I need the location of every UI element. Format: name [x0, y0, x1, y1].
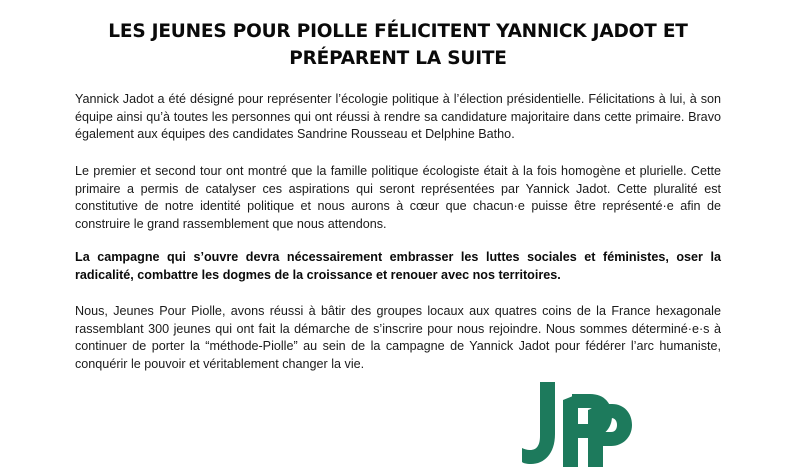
- jpp-logo: [522, 376, 632, 467]
- page-title: LES JEUNES POUR PIOLLE FÉLICITENT YANNICK JADOT ET PRÉPARENT LA SUITE: [108, 21, 688, 69]
- jpp-logo-mark: [522, 382, 632, 467]
- paragraph-campaign-emphasis: La campagne qui s’ouvre devra nécessairement embrasser les luttes sociales et féministes, oser la radicalité, combattre les dogmes de la croissance et renouer avec nos territoires.: [75, 250, 721, 282]
- paragraph-jeunes-pour-piolle: Nous, Jeunes Pour Piolle, avons réussi à bâtir des groupes locaux aux quatres coins de la France hexagonale rassemblant 300 jeunes qui ont fait la démarche de s’inscrire pour nous rejoindre. Nous sommes déterminé·e·s à continuer de porter la “méthode-Piolle” au sein de la campagne de Yannick Jadot pour fédérer l’arc humaniste, conquérir le pouvoir et véritablement changer la vie.: [75, 304, 721, 371]
- paragraph-plurality: Le premier et second tour ont montré que la famille politique écologiste était à la fois homogène et plurielle. Cette primaire a permis de catalyser ces aspirations qui seront représentées par Yannick Jadot. Cette pluralité est constitutive de notre identité politique et nous aurons à cœur que chacun·e puisse être représenté·e afin de construire le grand rassemblement que nous attendons.: [75, 164, 721, 231]
- paragraph-congratulations: Yannick Jadot a été désigné pour représenter l’écologie politique à l’élection présidentielle. Félicitations à lui, à son équipe ainsi qu’à toutes les personnes qui ont réussi à rendre sa candidature majoritaire dans cette primaire. Bravo également aux équipes des candidates Sandrine Rousseau et Delphine Batho.: [75, 92, 721, 142]
